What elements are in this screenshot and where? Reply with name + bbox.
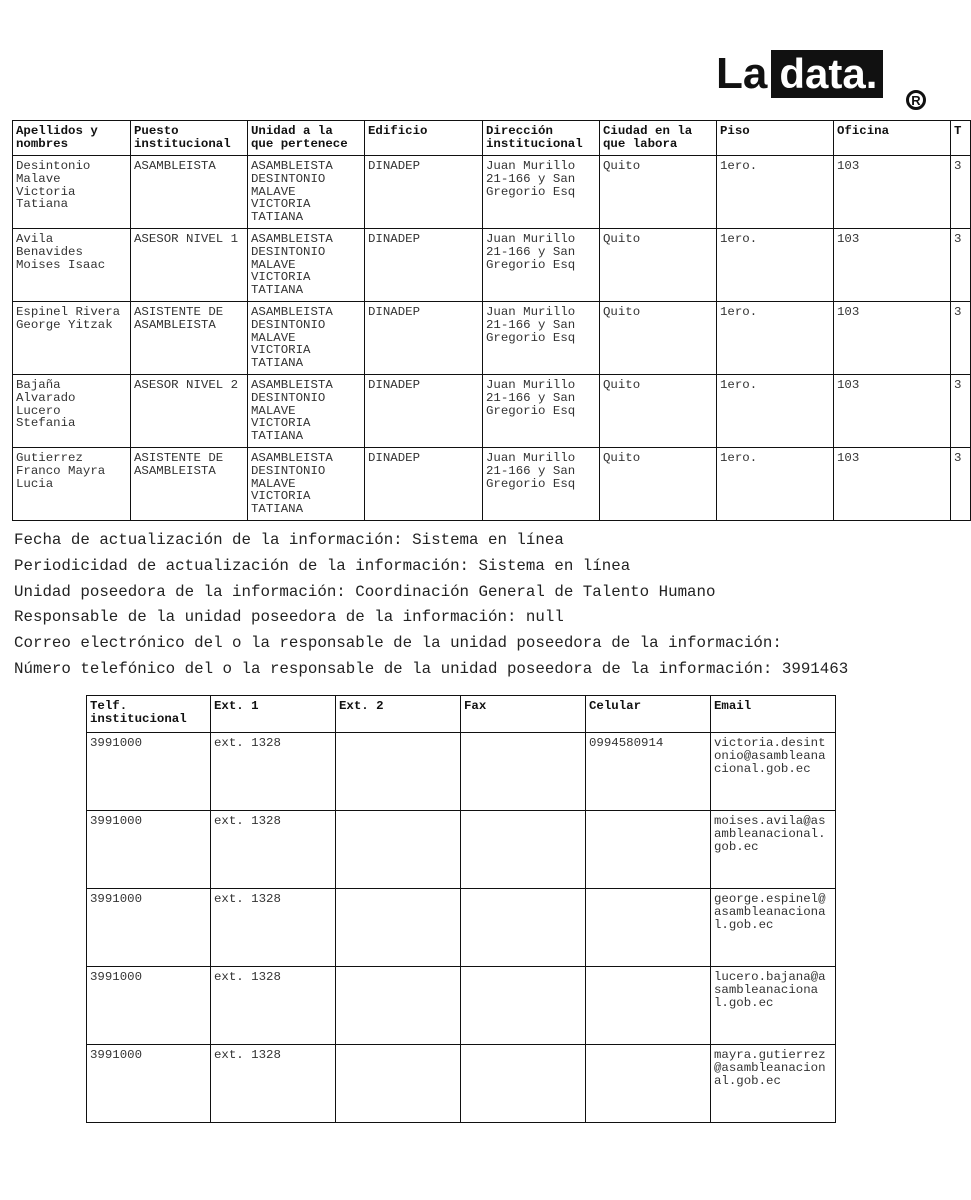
contact-table-cell	[461, 811, 586, 889]
contact-table-cell: ext. 1328	[211, 811, 336, 889]
staff-table-cell: Desintonio Malave Victoria Tatiana	[13, 156, 131, 229]
contact-table-cell: 3991000	[87, 889, 211, 967]
table-row	[13, 375, 971, 448]
staff-table-cell: DINADEP	[365, 448, 483, 521]
table-row	[87, 811, 836, 889]
ladata-logo	[716, 49, 921, 110]
staff-table-header-cell: Oficina	[834, 121, 951, 156]
contact-table-header-row	[87, 696, 836, 733]
staff-table-cell: Bajaña Alvarado Lucero Stefania	[13, 375, 131, 448]
staff-table-cell: 103	[834, 302, 951, 375]
staff-table-header-row	[13, 121, 971, 156]
contact-table-cell	[336, 967, 461, 1045]
staff-table-cell: 3	[951, 229, 971, 302]
staff-table-header-cell: Edificio	[365, 121, 483, 156]
info-metadata	[14, 528, 848, 683]
staff-table-cell: DINADEP	[365, 302, 483, 375]
contact-table-header-cell: Fax	[461, 696, 586, 733]
staff-table-header-cell: T	[951, 121, 971, 156]
meta-update-date: Fecha de actualización de la información: Sistema en línea	[14, 531, 564, 549]
contact-table-cell: 3991000	[87, 967, 211, 1045]
contact-table-cell: victoria.desintonio@asambleanacional.gob.ec	[711, 733, 836, 811]
contact-table-cell	[461, 967, 586, 1045]
logo-boxed-text: data.	[771, 50, 883, 98]
logo-prefix: La	[716, 49, 768, 98]
staff-table-cell: Quito	[600, 156, 717, 229]
staff-table-header-cell: Apellidos y nombres	[13, 121, 131, 156]
contact-table-cell: ext. 1328	[211, 733, 336, 811]
staff-table-cell: Espinel Rivera George Yitzak	[13, 302, 131, 375]
contact-table-cell: mayra.gutierrez@asambleanacional.gob.ec	[711, 1045, 836, 1123]
contact-table-cell	[586, 811, 711, 889]
contact-table-body	[87, 733, 836, 1123]
staff-table-cell: DINADEP	[365, 229, 483, 302]
contact-table-cell: 3991000	[87, 733, 211, 811]
contact-table-cell: ext. 1328	[211, 1045, 336, 1123]
contact-table-cell: 3991000	[87, 1045, 211, 1123]
staff-table-header-cell: Piso	[717, 121, 834, 156]
table-row	[13, 156, 971, 229]
staff-table-cell: 3	[951, 156, 971, 229]
contact-table-cell	[336, 889, 461, 967]
staff-table-cell: 103	[834, 229, 951, 302]
staff-table-cell: Juan Murillo 21-166 y San Gregorio Esq	[483, 375, 600, 448]
staff-table-header-cell: Ciudad en la que labora	[600, 121, 717, 156]
staff-table-cell: 1ero.	[717, 448, 834, 521]
staff-table-cell: Quito	[600, 229, 717, 302]
staff-table-cell: Juan Murillo 21-166 y San Gregorio Esq	[483, 448, 600, 521]
staff-table-cell: ASAMBLEISTA	[131, 156, 248, 229]
staff-table-header-cell: Unidad a la que pertenece	[248, 121, 365, 156]
contact-table-cell	[461, 733, 586, 811]
staff-table-cell: ASESOR NIVEL 1	[131, 229, 248, 302]
registered-icon: R	[906, 90, 926, 110]
table-row	[87, 1045, 836, 1123]
contact-table-cell: 0994580914	[586, 733, 711, 811]
contact-table-header-cell: Ext. 1	[211, 696, 336, 733]
staff-table-cell: Quito	[600, 448, 717, 521]
meta-update-frequency: Periodicidad de actualización de la información: Sistema en línea	[14, 556, 631, 575]
staff-table-cell: Juan Murillo 21-166 y San Gregorio Esq	[483, 156, 600, 229]
contact-table-cell: 3991000	[87, 811, 211, 889]
contact-table-cell	[336, 733, 461, 811]
staff-table-cell: Avila Benavides Moises Isaac	[13, 229, 131, 302]
staff-table-cell: 1ero.	[717, 302, 834, 375]
staff-table-cell: 3	[951, 448, 971, 521]
contact-table-cell: lucero.bajana@asambleanacional.gob.ec	[711, 967, 836, 1045]
contact-table-header-cell: Email	[711, 696, 836, 733]
meta-owner-unit: Unidad poseedora de la información: Coordinación General de Talento Humano	[14, 582, 716, 601]
staff-table-header-cell: Puesto institucional	[131, 121, 248, 156]
contact-table-cell	[336, 811, 461, 889]
table-row	[13, 229, 971, 302]
meta-responsible-phone: Número telefónico del o la responsable de la unidad poseedora de la información: 3991463	[14, 659, 849, 678]
staff-table-cell: Gutierrez Franco Mayra Lucia	[13, 448, 131, 521]
staff-table-cell: ASAMBLEISTA DESINTONIO MALAVE VICTORIA TATIANA	[248, 448, 365, 521]
contact-table-header-cell: Ext. 2	[336, 696, 461, 733]
contact-table-cell: george.espinel@asambleanacional.gob.ec	[711, 889, 836, 967]
staff-table-cell: ASAMBLEISTA DESINTONIO MALAVE VICTORIA TATIANA	[248, 375, 365, 448]
staff-table-cell: 103	[834, 448, 951, 521]
staff-table	[12, 120, 971, 521]
contact-table-cell: ext. 1328	[211, 967, 336, 1045]
contact-table-cell: moises.avila@asambleanacional.gob.ec	[711, 811, 836, 889]
staff-table-cell: Quito	[600, 302, 717, 375]
staff-table-body	[13, 156, 971, 521]
staff-table-cell: ASAMBLEISTA DESINTONIO MALAVE VICTORIA TATIANA	[248, 229, 365, 302]
contact-table	[86, 695, 836, 1123]
staff-table-cell: 3	[951, 302, 971, 375]
staff-table-cell: ASISTENTE DE ASAMBLEISTA	[131, 302, 248, 375]
staff-table-header-cell: Dirección institucional	[483, 121, 600, 156]
contact-table-header-cell: Celular	[586, 696, 711, 733]
contact-table-cell	[336, 1045, 461, 1123]
table-row	[13, 448, 971, 521]
staff-table-cell: ASAMBLEISTA DESINTONIO MALAVE VICTORIA TATIANA	[248, 156, 365, 229]
staff-table-cell: 1ero.	[717, 156, 834, 229]
staff-table-cell: 3	[951, 375, 971, 448]
table-row	[13, 302, 971, 375]
contact-table-cell	[586, 967, 711, 1045]
staff-table-cell: Juan Murillo 21-166 y San Gregorio Esq	[483, 229, 600, 302]
meta-owner-responsible: Responsable de la unidad poseedora de la información: null	[14, 608, 564, 627]
meta-responsible-email: Correo electrónico del o la responsable de la unidad poseedora de la información:	[14, 634, 782, 653]
table-row	[87, 889, 836, 967]
contact-table-header-cell: Telf. institucional	[87, 696, 211, 733]
staff-table-cell: DINADEP	[365, 375, 483, 448]
staff-table-cell: Quito	[600, 375, 717, 448]
staff-table-cell: 103	[834, 375, 951, 448]
contact-table-cell	[461, 1045, 586, 1123]
staff-table-cell: 103	[834, 156, 951, 229]
staff-table-cell: Juan Murillo 21-166 y San Gregorio Esq	[483, 302, 600, 375]
contact-table-cell	[461, 889, 586, 967]
staff-table-cell: 1ero.	[717, 229, 834, 302]
contact-table-cell	[586, 889, 711, 967]
staff-table-cell: ASISTENTE DE ASAMBLEISTA	[131, 448, 248, 521]
contact-table-cell: ext. 1328	[211, 889, 336, 967]
staff-table-cell: ASESOR NIVEL 2	[131, 375, 248, 448]
table-row	[87, 967, 836, 1045]
contact-table-cell	[586, 1045, 711, 1123]
table-row	[87, 733, 836, 811]
staff-table-cell: ASAMBLEISTA DESINTONIO MALAVE VICTORIA TATIANA	[248, 302, 365, 375]
staff-table-cell: DINADEP	[365, 156, 483, 229]
staff-table-cell: 1ero.	[717, 375, 834, 448]
